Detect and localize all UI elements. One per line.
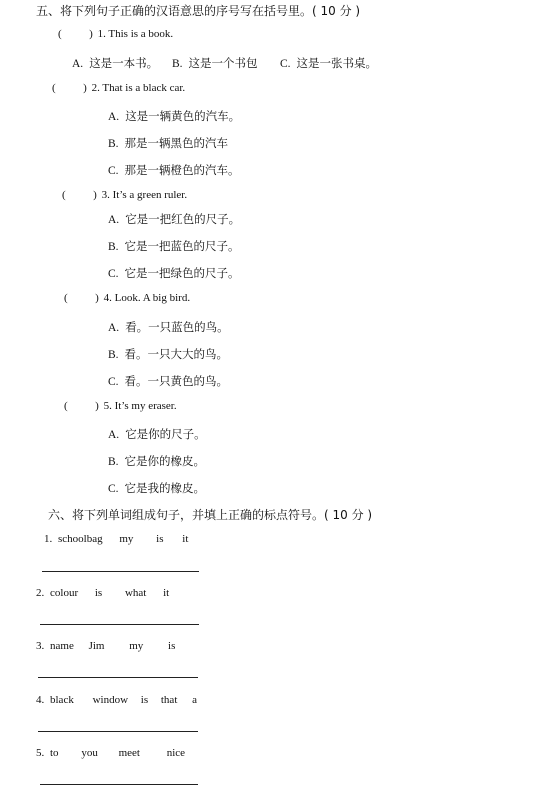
answer-line[interactable] <box>40 624 199 625</box>
word: my <box>119 533 134 545</box>
option-3a <box>108 211 240 227</box>
option-text: 看。一只大大的鸟。 <box>124 347 229 361</box>
option-text: 这是一本书。 <box>89 56 159 70</box>
word: meet <box>118 747 140 759</box>
answer-line[interactable] <box>40 784 198 785</box>
option-letter: A. <box>108 429 120 441</box>
answer-paren-close: ) <box>83 82 87 94</box>
word-item-1 <box>44 533 188 545</box>
option-1b <box>172 55 258 71</box>
question-prompt: 1. This is a book. <box>97 28 174 40</box>
option-letter: B. <box>172 58 183 70</box>
answer-paren-close: ) <box>95 292 99 304</box>
option-3b <box>108 238 240 254</box>
option-letter: B. <box>108 241 119 253</box>
answer-paren-open: ( <box>64 292 68 304</box>
option-4a <box>108 319 229 335</box>
option-text: 这是一张书桌。 <box>296 56 378 70</box>
item-number: 4. <box>36 694 45 706</box>
option-text: 它是你的尺子。 <box>125 427 206 441</box>
answer-paren-open: ( <box>62 189 66 201</box>
word-item-4 <box>36 694 197 706</box>
question-prompt: 4. Look. A big bird. <box>103 292 191 304</box>
option-text: 这是一辆黄色的汽车。 <box>125 109 241 123</box>
item-number: 5. <box>36 747 45 759</box>
option-4b <box>108 346 228 362</box>
word-item-3 <box>36 640 175 652</box>
word: window <box>92 694 129 706</box>
word: colour <box>50 587 79 599</box>
option-1c <box>280 55 377 71</box>
word: my <box>129 640 144 652</box>
word: to <box>50 747 59 759</box>
word: what <box>124 587 147 599</box>
option-letter: A. <box>108 214 120 226</box>
item-number: 1. <box>44 533 53 545</box>
option-text: 那是一辆橙色的汽车。 <box>124 163 240 177</box>
option-2c <box>108 162 240 178</box>
option-2b <box>108 135 228 151</box>
option-3c <box>108 265 240 281</box>
word: Jim <box>88 640 105 652</box>
option-text: 这是一个书包 <box>188 56 258 70</box>
answer-line[interactable] <box>42 571 199 572</box>
question-3 <box>62 189 187 201</box>
answer-paren-close: ) <box>89 28 93 40</box>
section-5-title: 五、将下列句子正确的汉语意思的序号写在括号里。( 10 分 ) <box>36 4 361 18</box>
word: name <box>50 640 74 652</box>
option-5a <box>108 426 206 442</box>
option-1a <box>72 55 158 71</box>
question-prompt: 5. It’s my eraser. <box>103 400 177 412</box>
word: it <box>163 587 170 599</box>
option-text: 看。一只黄色的鸟。 <box>124 374 229 388</box>
question-2 <box>52 82 185 94</box>
item-number: 2. <box>36 587 45 599</box>
option-5b <box>108 453 205 469</box>
option-5c <box>108 480 205 496</box>
option-text: 那是一辆黑色的汽车 <box>124 136 229 150</box>
answer-line[interactable] <box>38 731 198 732</box>
option-letter: C. <box>108 268 119 280</box>
option-4c <box>108 373 228 389</box>
question-1 <box>58 28 173 40</box>
answer-paren-close: ) <box>93 189 97 201</box>
option-letter: A. <box>72 58 84 70</box>
option-letter: C. <box>108 483 119 495</box>
question-prompt: 3. It’s a green ruler. <box>101 189 188 201</box>
option-letter: C. <box>280 58 291 70</box>
question-5 <box>64 400 177 412</box>
item-number: 3. <box>36 640 45 652</box>
word: is <box>140 694 149 706</box>
option-text: 它是你的橡皮。 <box>124 454 206 468</box>
word: black <box>50 694 74 706</box>
word: nice <box>166 747 186 759</box>
word: schoolbag <box>58 533 103 545</box>
question-4 <box>64 292 190 304</box>
section-6-title: 六、将下列单词组成句子，并填上正确的标点符号。( 10 分 ) <box>48 508 373 522</box>
option-letter: B. <box>108 349 119 361</box>
answer-line[interactable] <box>38 677 198 678</box>
word: is <box>168 640 176 652</box>
answer-paren-open: ( <box>64 400 68 412</box>
option-letter: B. <box>108 138 119 150</box>
word: you <box>81 747 98 759</box>
option-text: 它是我的橡皮。 <box>124 481 206 495</box>
option-letter: B. <box>108 456 119 468</box>
option-text: 它是一把蓝色的尺子。 <box>124 239 240 253</box>
option-letter: C. <box>108 165 119 177</box>
word: a <box>192 694 198 706</box>
option-text: 看。一只蓝色的鸟。 <box>125 320 229 334</box>
option-letter: A. <box>108 322 120 334</box>
word-item-5 <box>36 747 185 759</box>
word: it <box>182 533 189 545</box>
word: that <box>160 694 178 706</box>
word: is <box>156 533 164 545</box>
word: is <box>94 587 103 599</box>
option-text: 它是一把红色的尺子。 <box>125 212 241 226</box>
option-text: 它是一把绿色的尺子。 <box>124 266 240 280</box>
option-letter: A. <box>108 111 120 123</box>
answer-paren-close: ) <box>95 400 99 412</box>
word-item-2 <box>36 587 169 599</box>
option-letter: C. <box>108 376 119 388</box>
answer-paren-open: ( <box>52 82 56 94</box>
option-2a <box>108 108 240 124</box>
answer-paren-open: ( <box>58 28 62 40</box>
question-prompt: 2. That is a black car. <box>91 82 186 94</box>
